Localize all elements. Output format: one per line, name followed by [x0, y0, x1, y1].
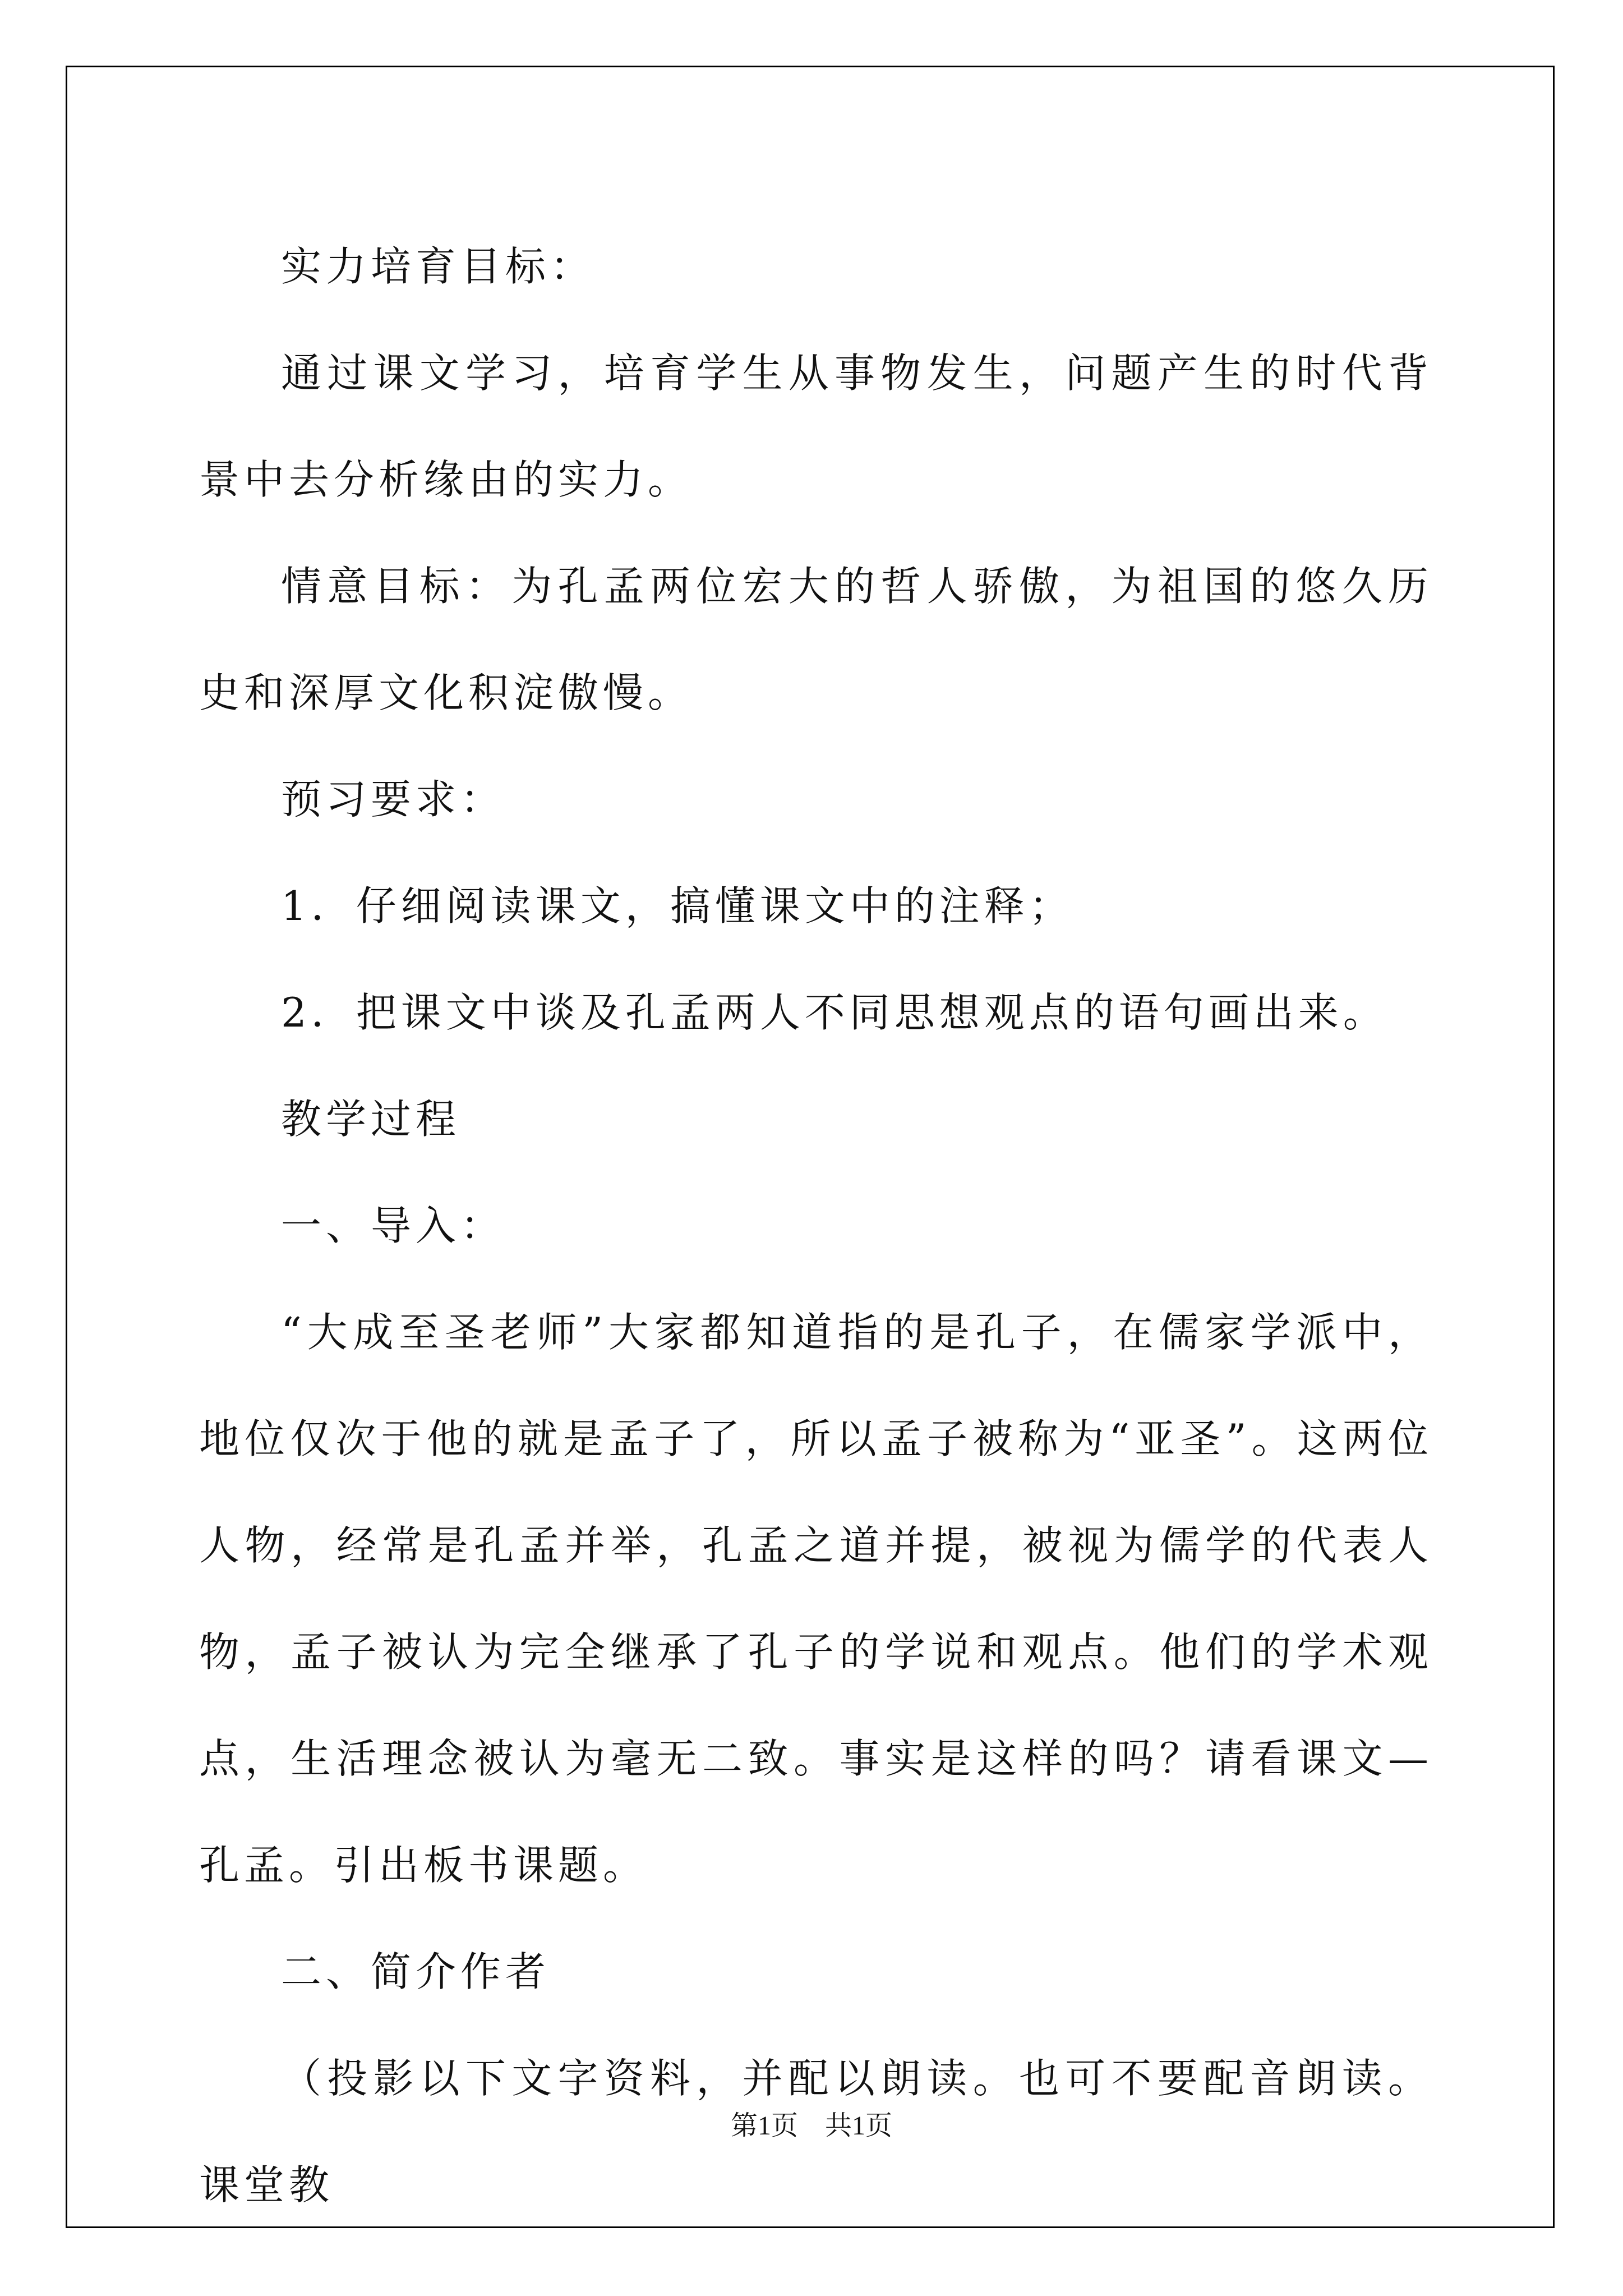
page-footer — [0, 2104, 1623, 2142]
paragraph-preview-heading: 预习要求： — [281, 776, 506, 823]
paragraph-introduction: “大成至圣老师”大家都知道指的是孔子，在儒家学派中，地位仅次于他的就是孟子了，所以孟子被称为“亚圣”。这两位人物，经常是孔孟并举，孔孟之道并提，被视为儒学的代表人物，孟子被认为完全继承了孔子的学说和观点。他们的学术观点，生活理念被认为毫无二致。事实是这样的吗？请看课文—孔孟。引出板书课题。 — [199, 1309, 1433, 1889]
paragraph-section-1-heading: 一、导入： — [281, 1202, 506, 1249]
page-number-total: 共1页 — [825, 2111, 893, 2141]
document-body — [199, 213, 1433, 2238]
paragraph-preview-item-2: 2．把课文中谈及孔孟两人不同思想观点的语句画出来。 — [281, 989, 1388, 1036]
paragraph-section-2-heading: 二、简介作者 — [281, 1948, 551, 1995]
paragraph-emotion-goal: 情意目标：为孔孟两位宏大的哲人骄傲，为祖国的悠久历史和深厚文化积淀傲慢。 — [199, 563, 1433, 716]
paragraph-projection-note: （投影以下文字资料，并配以朗读。也可不要配音朗读。课堂教 — [199, 2055, 1433, 2208]
paragraph-ability-goal: 实力培育目标： — [281, 243, 596, 290]
page-number-current: 第1页 — [730, 2111, 798, 2141]
paragraph-ability-detail: 通过课文学习，培育学生从事物发生，问题产生的时代背景中去分析缘由的实力。 — [199, 349, 1433, 503]
paragraph-process-heading: 教学过程 — [281, 1096, 461, 1143]
paragraph-preview-item-1: 1．仔细阅读课文，搞懂课文中的注释； — [281, 882, 1074, 930]
